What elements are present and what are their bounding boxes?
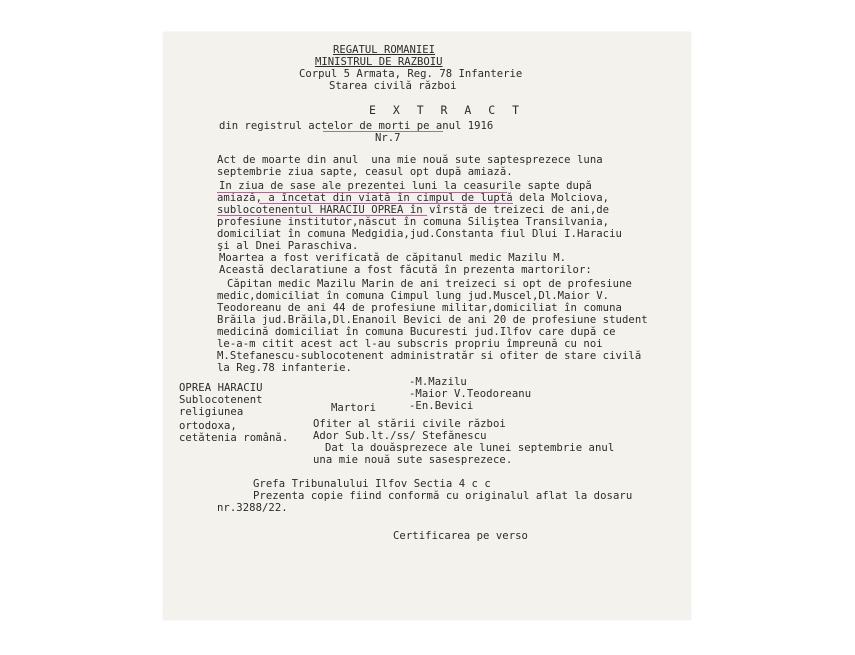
body-line-5: sublocotenentul HARACIU OPREA în vîrstă de treizeci de ani,de: [217, 204, 610, 216]
officer-date-line-1: Dat la douăsprezece ale lunei septembrie anul: [325, 442, 615, 454]
header-corps: Corpul 5 Armata, Reg. 78 Infanterie: [299, 68, 523, 80]
witness-3: -En.Bevici: [409, 400, 474, 412]
document-page: [163, 32, 691, 620]
body-line-16: le-a-m citit acest act l-au subscris propriu împreună cu noi: [217, 338, 603, 350]
witnesses-label: Martori: [331, 402, 376, 414]
body-line-13: Teodoreanu de ani 44 de profesiune militar,domiciliat în comuna: [217, 302, 622, 314]
body-line-17: M.Stefanescu-sublocotenent administratăr si ofiter de stare civilă: [217, 350, 642, 362]
left-block-rank: Sublocotenent: [179, 394, 263, 406]
body-line-15: medicină domiciliat în comuna Bucuresti jud.Ilfov care după ce: [217, 326, 616, 338]
body-line-4: amiază, a încetat din viată în cimpul de luptă dela Molciova,: [217, 192, 610, 204]
footer-copy-note: Prezenta copie fiind conformă cu originalul aflat la dosaru: [253, 490, 633, 502]
body-line-7: domiciliat în comuna Medgidia,jud.Constanta fiul Dlui I.Haraciu: [217, 228, 622, 240]
witness-2: -Maior V.Teodoreanu: [409, 388, 532, 400]
header-kingdom: REGATUL ROMANIEI: [333, 44, 436, 56]
left-block-religion: religiunea: [179, 406, 244, 418]
body-line-2: septembrie ziua sapte, ceasul opt după amiază.: [217, 166, 513, 178]
body-line-11: Căpitan medic Mazilu Marin de ani treizeci si opt de profesiune: [227, 278, 632, 290]
pen-underline-2: [259, 203, 513, 204]
body-line-9: Moartea a fost verificată de căpitanul medic Mazilu M.: [219, 252, 567, 264]
body-line-10: Această declaratiune a fost făcută în prezenta martorilor:: [219, 264, 592, 276]
header-civil-status: Starea civilă război: [329, 80, 457, 92]
body-line-14: Brăila jud.Brăila,Dl.Enanoil Bevici de ani 20 de profesiune student: [217, 314, 648, 326]
document-number: Nr.7: [375, 132, 401, 144]
document-title: E X T R A C T: [369, 103, 525, 117]
body-line-1: Act de moarte din anul una mie nouă sute saptesprezece luna: [217, 154, 603, 166]
officer-title: Ofiter al stării civile război: [313, 418, 506, 430]
pen-underline-3: [217, 215, 427, 216]
left-block-citizenship: cetătenia română.: [179, 432, 289, 444]
left-block-orthodox: ortodoxa,: [179, 420, 237, 432]
body-line-12: medic,domiciliat în comuna Cimpul lung jud.Muscel,Dl.Maior V.: [217, 290, 610, 302]
body-line-8: şi al Dnei Paraschiva.: [217, 240, 359, 252]
subtitle-underline: [323, 131, 443, 132]
body-line-18: la Reg.78 infanterie.: [217, 362, 352, 374]
header-ministry: MINISTRUL DE RAZBOIU: [315, 56, 443, 68]
document-subtitle: din registrul actelor de morti pe anul 1916: [219, 120, 494, 132]
officer-signature: Ador Sub.lt./ss/ Stefănescu: [313, 430, 487, 442]
body-line-3: In ziua de sase ale prezentei luni la ceasurile sapte după: [219, 180, 592, 192]
certification-note: Certificarea pe verso: [393, 530, 528, 542]
footer-file-number: nr.3288/22.: [217, 502, 288, 514]
left-block-name: OPREA HARACIU: [179, 382, 263, 394]
witness-1: -M.Mazilu: [409, 376, 467, 388]
pen-underline-1: [217, 192, 507, 193]
officer-date-line-2: una mie nouă sute sasesprezece.: [313, 454, 513, 466]
body-line-6: profesiune institutor,născut în comuna Siliştea Transilvania,: [217, 216, 610, 228]
footer-court: Grefa Tribunalului Ilfov Sectia 4 c c: [253, 478, 491, 490]
